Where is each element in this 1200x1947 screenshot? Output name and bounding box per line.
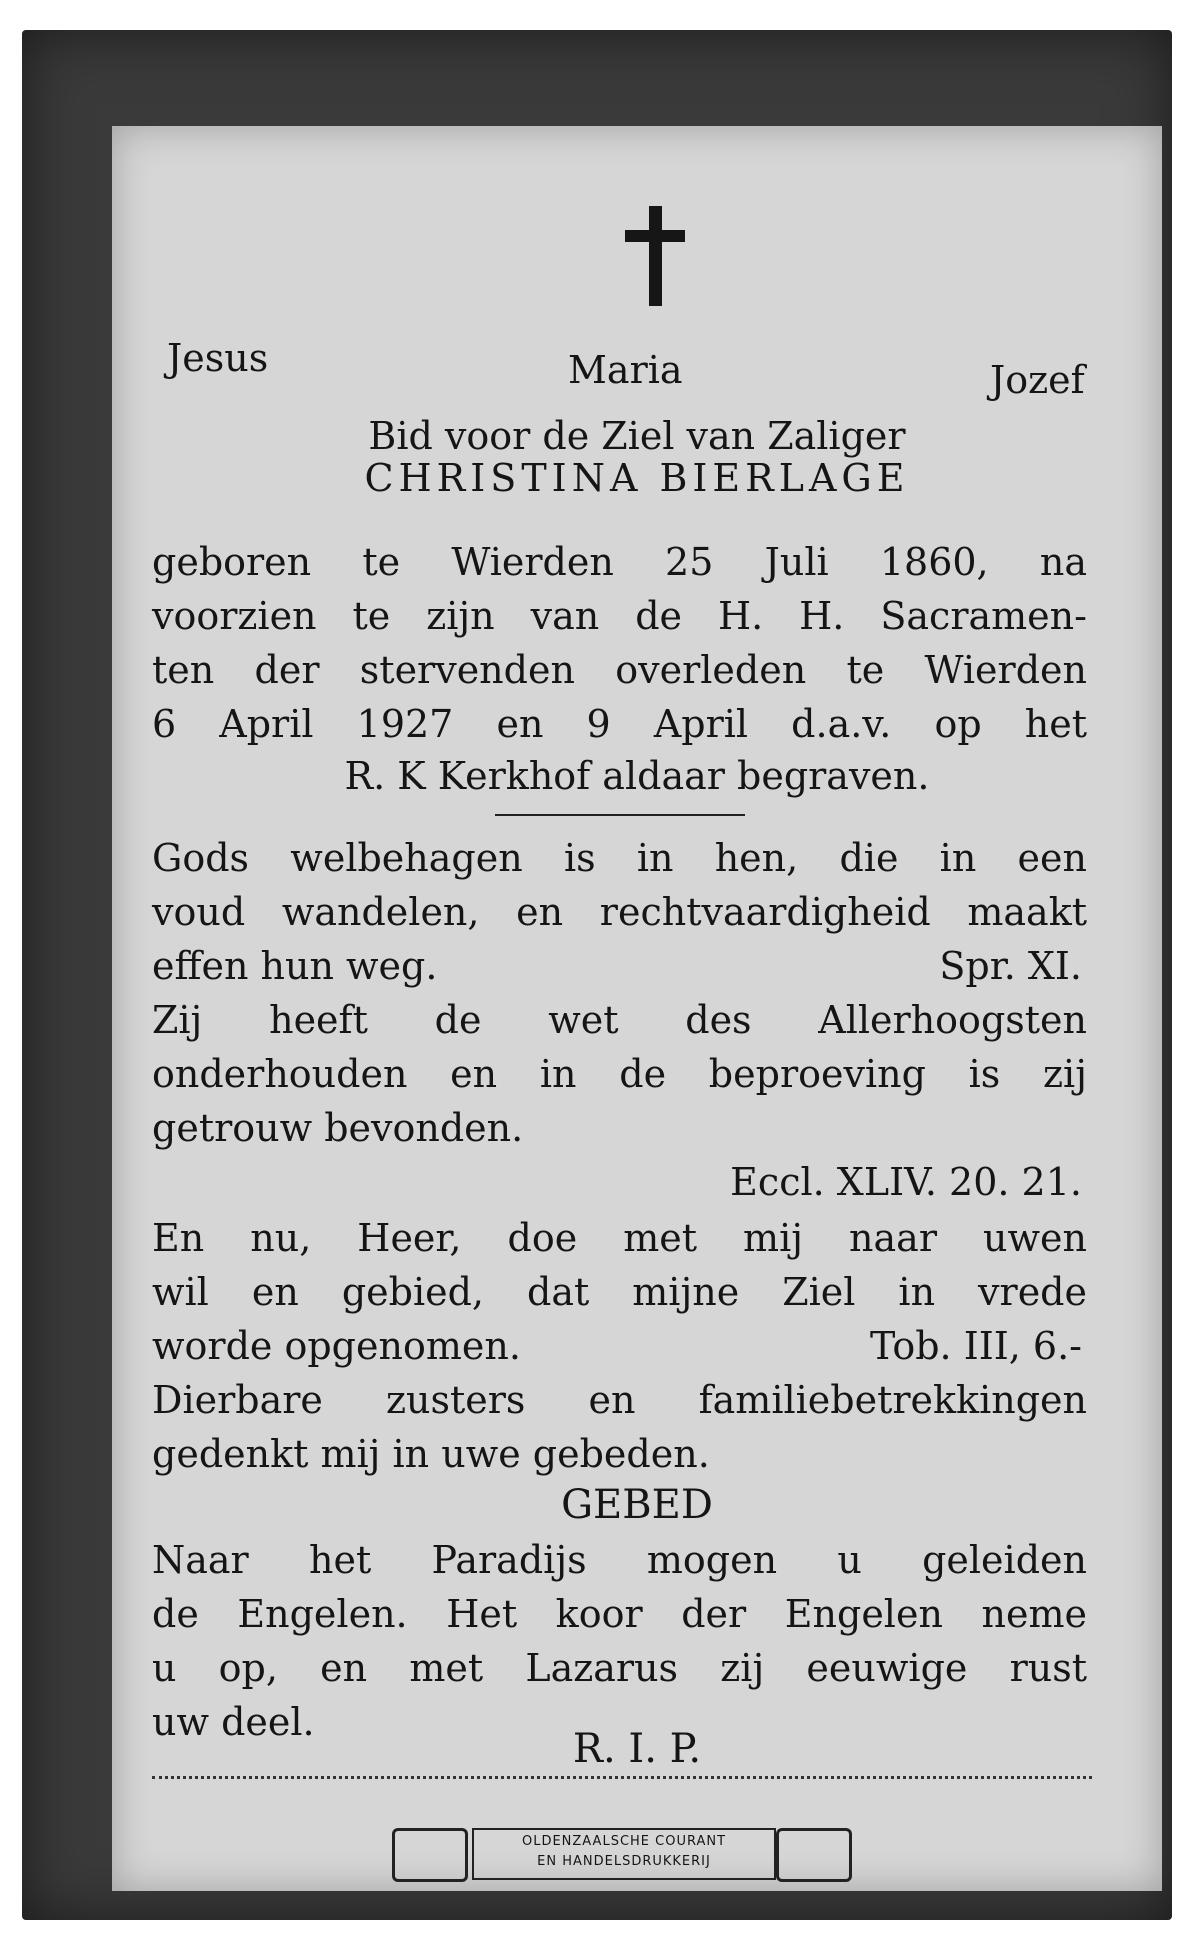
prayer-line: uw deel. <box>152 1700 315 1744</box>
card-face <box>112 126 1162 1891</box>
verse-line: wil en gebied, dat mijne Ziel in vrede <box>152 1270 1087 1314</box>
prayer-title: GEBED <box>561 1482 713 1528</box>
printer-name: OLDENZAALSCHE COURANT <box>521 1834 727 1849</box>
verse-reference: Tob. III, 6.- <box>869 1324 1082 1368</box>
bio-line: voorzien te zijn van de H. H. Sacramen- <box>152 594 1087 638</box>
verse-reference: Spr. XI. <box>939 944 1082 988</box>
prayer-line: de Engelen. Het koor der Engelen neme <box>152 1592 1087 1636</box>
rip: R. I. P. <box>572 1726 702 1772</box>
verse-reference: Eccl. XLIV. 20. 21. <box>730 1160 1082 1204</box>
prayer-line: u op, en met Lazarus zij eeuwige rust <box>152 1646 1087 1690</box>
name-maria: Maria <box>568 348 683 392</box>
verse-line: Zij heeft de wet des Allerhoogsten <box>152 998 1087 1042</box>
name-jozef: Jozef <box>990 358 1085 402</box>
ornament-left-icon <box>392 1828 468 1882</box>
memorial-card <box>22 30 1172 1920</box>
divider <box>495 814 745 816</box>
verse-line: En nu, Heer, doe met mij naar uwen <box>152 1216 1087 1260</box>
prayer-request: Bid voor de Ziel van Zaliger <box>368 414 906 458</box>
verse-line: Gods welbehagen is in hen, die in een <box>152 836 1087 880</box>
bio-last-line: R. K Kerkhof aldaar begraven. <box>344 754 930 798</box>
family-line: gedenkt mij in uwe gebeden. <box>152 1432 710 1476</box>
prayer-line: Naar het Paradijs mogen u geleiden <box>152 1538 1087 1582</box>
dotted-divider <box>152 1776 1092 1779</box>
verse-line: voud wandelen, en rechtvaardigheid maakt <box>152 890 1087 934</box>
bio-line: geboren te Wierden 25 Juli 1860, na <box>152 540 1087 584</box>
verse-line: effen hun weg. <box>152 944 438 988</box>
family-line: Dierbare zusters en familiebetrekkingen <box>152 1378 1087 1422</box>
cross-icon <box>625 206 685 306</box>
verse-line: onderhouden en in de beproeving is zij <box>152 1052 1087 1096</box>
verse-line: getrouw bevonden. <box>152 1106 524 1150</box>
ornament-right-icon <box>776 1828 852 1882</box>
verse-line: worde opgenomen. <box>152 1324 521 1368</box>
printer-mark <box>392 1824 852 1880</box>
bio-line: ten der stervenden overleden te Wierden <box>152 648 1087 692</box>
bio-line: 6 April 1927 en 9 April d.a.v. op het <box>152 702 1087 746</box>
deceased-name: CHRISTINA BIERLAGE <box>364 456 910 500</box>
name-jesus: Jesus <box>167 336 269 380</box>
printer-name-2: EN HANDELSDRUKKERIJ <box>537 1854 711 1869</box>
